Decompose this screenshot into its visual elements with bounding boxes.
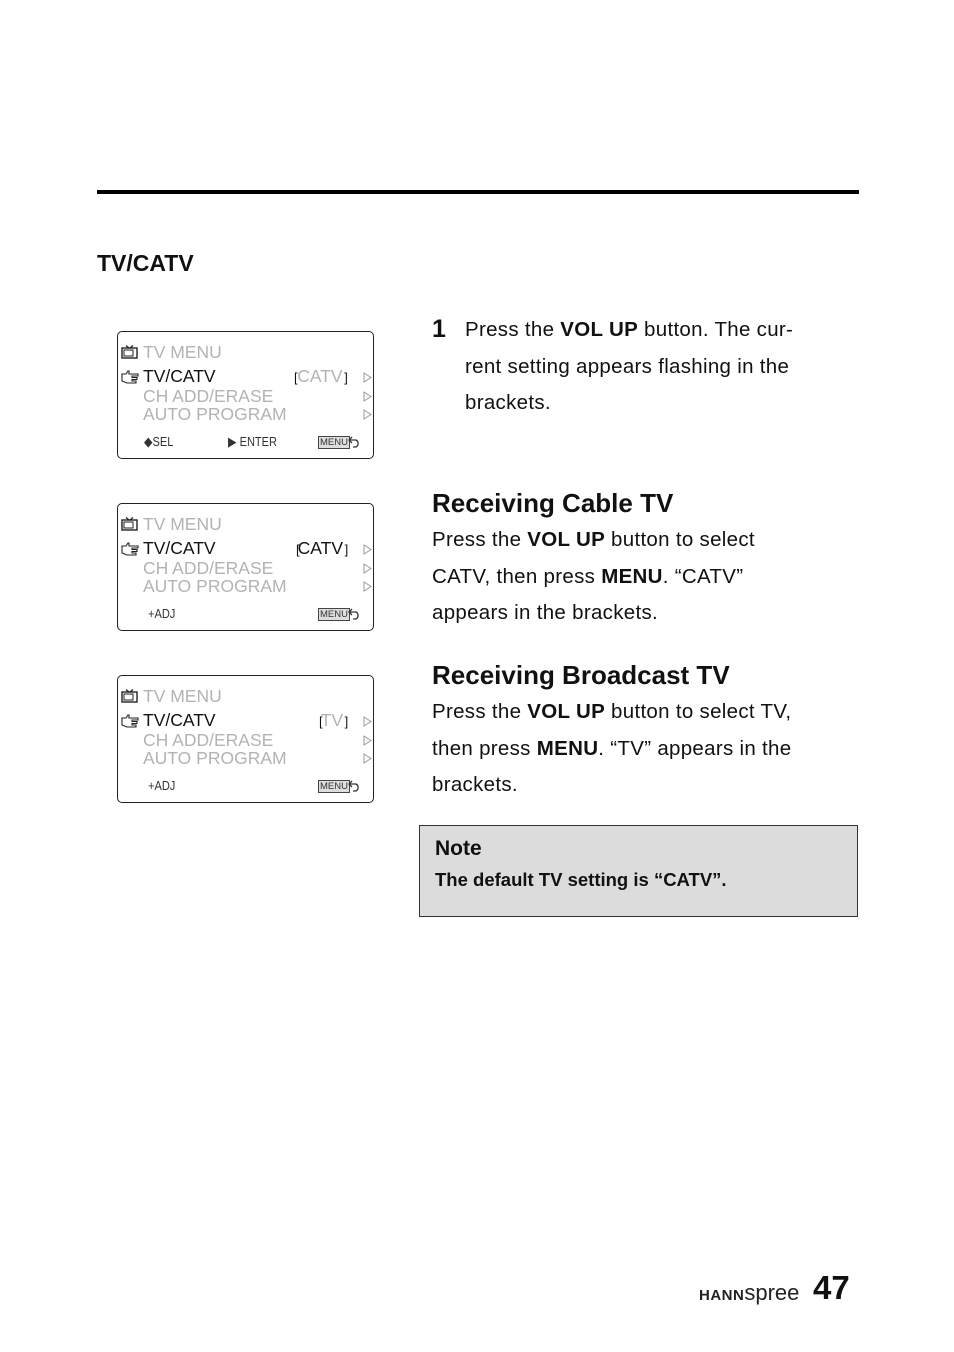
triangle-right-icon <box>363 372 372 383</box>
osd-footer-enter: ▶ ENTER <box>228 434 278 449</box>
broadcast-line1: Press the VOL UP button to select TV, <box>432 700 792 723</box>
tv-icon <box>121 517 138 531</box>
osd-item-ch-add-erase: CH ADD/ERASE <box>143 558 274 578</box>
play-arrow-icon: ▶ <box>228 434 240 449</box>
broadcast-line2: then press MENU. “TV” appears in the <box>432 736 792 760</box>
triangle-right-icon <box>363 581 372 592</box>
cable-text <box>432 522 755 632</box>
menu-badge: MENU <box>320 781 348 792</box>
note-box <box>419 825 858 917</box>
osd-value: [ CATV ] <box>294 366 346 386</box>
pointing-hand-icon <box>121 542 139 556</box>
cable-line3: appears in the brackets. <box>432 601 658 624</box>
pointing-hand-icon <box>121 370 139 384</box>
step1-line3: brackets. <box>465 391 551 414</box>
broadcast-text <box>432 694 791 804</box>
osd-value: [TV ] <box>319 710 347 730</box>
step-number: 1 <box>432 315 446 343</box>
osd-item-ch-add-erase: CH ADD/ERASE <box>143 730 274 750</box>
return-icon <box>348 607 361 620</box>
osd-selected-item: TV/CATV <box>143 366 216 386</box>
triangle-right-icon <box>363 735 372 746</box>
tv-icon <box>121 345 138 359</box>
tv-icon <box>121 689 138 703</box>
step1-text <box>465 312 793 422</box>
osd-footer-adj: +ADJ <box>148 778 176 793</box>
osd-item-ch-add-erase: CH ADD/ERASE <box>143 386 274 406</box>
triangle-right-icon <box>363 544 372 555</box>
osd-selected-item: TV/CATV <box>143 710 216 730</box>
triangle-right-icon <box>363 716 372 727</box>
cable-line1: Press the VOL UP button to select <box>432 528 755 551</box>
triangle-right-icon <box>363 753 372 764</box>
broadcast-line3: brackets. <box>432 773 518 796</box>
pointing-hand-icon <box>121 714 139 728</box>
step1-line2: rent setting appears flashing in the <box>465 354 790 378</box>
up-down-arrow-icon: ◆ <box>144 434 153 449</box>
osd-screen-3 <box>117 675 374 803</box>
osd-menu-title: TV MENU <box>143 686 222 706</box>
osd-screen-1 <box>117 331 374 459</box>
page-number: 47 <box>813 1269 850 1306</box>
brand-logo: HANNspree <box>699 1280 800 1305</box>
osd-value: [CATV ] <box>296 538 347 558</box>
return-icon <box>348 435 361 448</box>
cable-line2: CATV, then press MENU. “CATV” <box>432 564 744 588</box>
step1-line1: Press the VOL UP button. The cur- <box>465 318 794 341</box>
osd-menu-title: TV MENU <box>143 514 222 534</box>
osd-screen-2 <box>117 503 374 631</box>
osd-item-auto-program: AUTO PROGRAM <box>143 748 287 768</box>
osd-selected-item: TV/CATV <box>143 538 216 558</box>
cable-heading: Receiving Cable TV <box>432 488 674 518</box>
note-text: The default TV setting is “CATV”. <box>435 869 727 890</box>
header-rule <box>97 190 859 194</box>
osd-footer-adj: +ADJ <box>148 606 176 621</box>
section-title: TV/CATV <box>97 250 194 276</box>
return-icon <box>348 779 361 792</box>
triangle-right-icon <box>363 563 372 574</box>
osd-menu-title: TV MENU <box>143 342 222 362</box>
osd-item-auto-program: AUTO PROGRAM <box>143 404 287 424</box>
menu-badge: MENU <box>320 437 348 448</box>
triangle-right-icon <box>363 391 372 402</box>
triangle-right-icon <box>363 409 372 420</box>
note-title: Note <box>435 837 482 860</box>
osd-item-auto-program: AUTO PROGRAM <box>143 576 287 596</box>
menu-badge: MENU <box>320 609 348 620</box>
broadcast-heading: Receiving Broadcast TV <box>432 660 730 690</box>
osd-footer-sel: ◆SEL <box>144 434 174 449</box>
